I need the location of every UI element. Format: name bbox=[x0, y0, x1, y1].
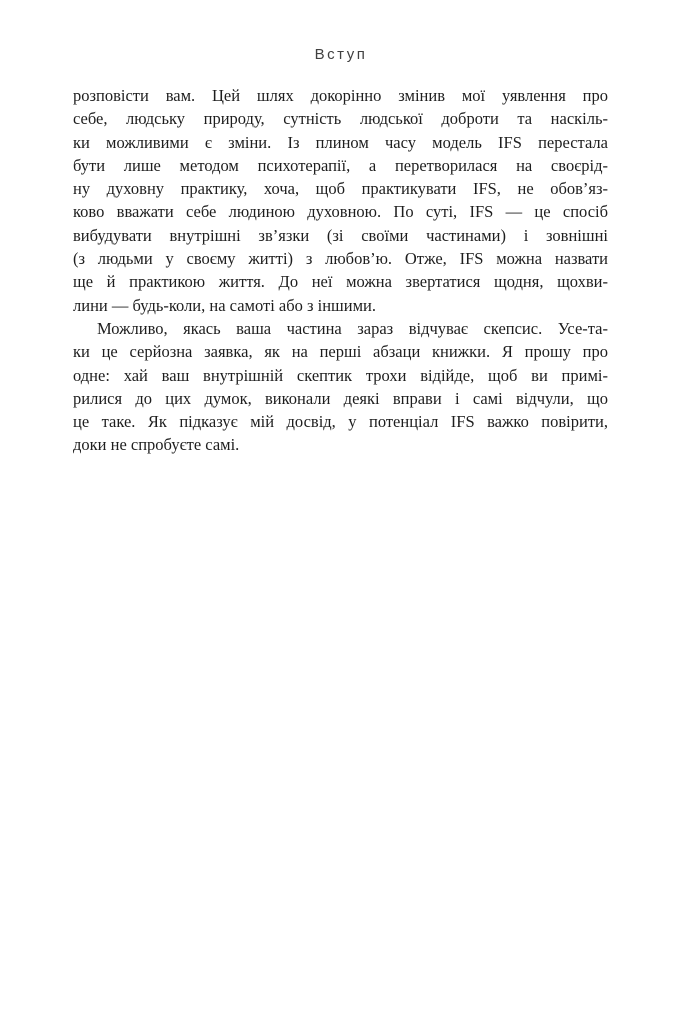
text-line: Можливо, якась ваша частина зараз відчуває скепсис. Усе-та- bbox=[97, 318, 608, 338]
text-line: лини — будь-коли, на самоті або з іншими. bbox=[73, 295, 376, 315]
text-line: себе, людську природу, сутність людської доброти та наскіль- bbox=[73, 109, 608, 129]
text-line: ки можливими є зміни. Із плином часу модель IFS перестала bbox=[73, 132, 608, 152]
text-line: рилися до цих думок, виконали деякі вправи і самі відчули, що bbox=[73, 388, 608, 408]
text-block bbox=[73, 84, 608, 457]
paragraph bbox=[73, 84, 608, 317]
text-line: доки не спробуєте самі. bbox=[73, 435, 240, 455]
text-line: це таке. Як підказує мій досвід, у потенціал IFS важко повірити, bbox=[73, 412, 608, 432]
text-line: ки це серйозна заявка, як на перші абзаци книжки. Я прошу про bbox=[73, 342, 608, 362]
text-line: вибудувати внутрішні зв’язки (зі своїми частинами) і зовнішні bbox=[73, 225, 608, 245]
text-line: ково вважати себе людиною духовною. По суті, IFS — це спосіб bbox=[73, 202, 608, 222]
text-line: (з людьми у своєму житті) з любов’ю. Отже, IFS можна назвати bbox=[73, 249, 608, 269]
running-header: Вступ bbox=[314, 46, 368, 63]
text-line: бути лише методом психотерапії, а перетворилася на своєрід- bbox=[73, 155, 608, 175]
text-line: ще й практикою життя. До неї можна звертатися щодня, щохви- bbox=[73, 272, 608, 292]
paragraph bbox=[73, 317, 608, 457]
text-line: ну духовну практику, хоча, щоб практикувати IFS, не обов’яз- bbox=[73, 179, 608, 199]
text-line: одне: хай ваш внутрішній скептик трохи відійде, щоб ви примі- bbox=[73, 365, 608, 385]
text-line: розповісти вам. Цей шлях докорінно змінив мої уявлення про bbox=[73, 86, 608, 105]
